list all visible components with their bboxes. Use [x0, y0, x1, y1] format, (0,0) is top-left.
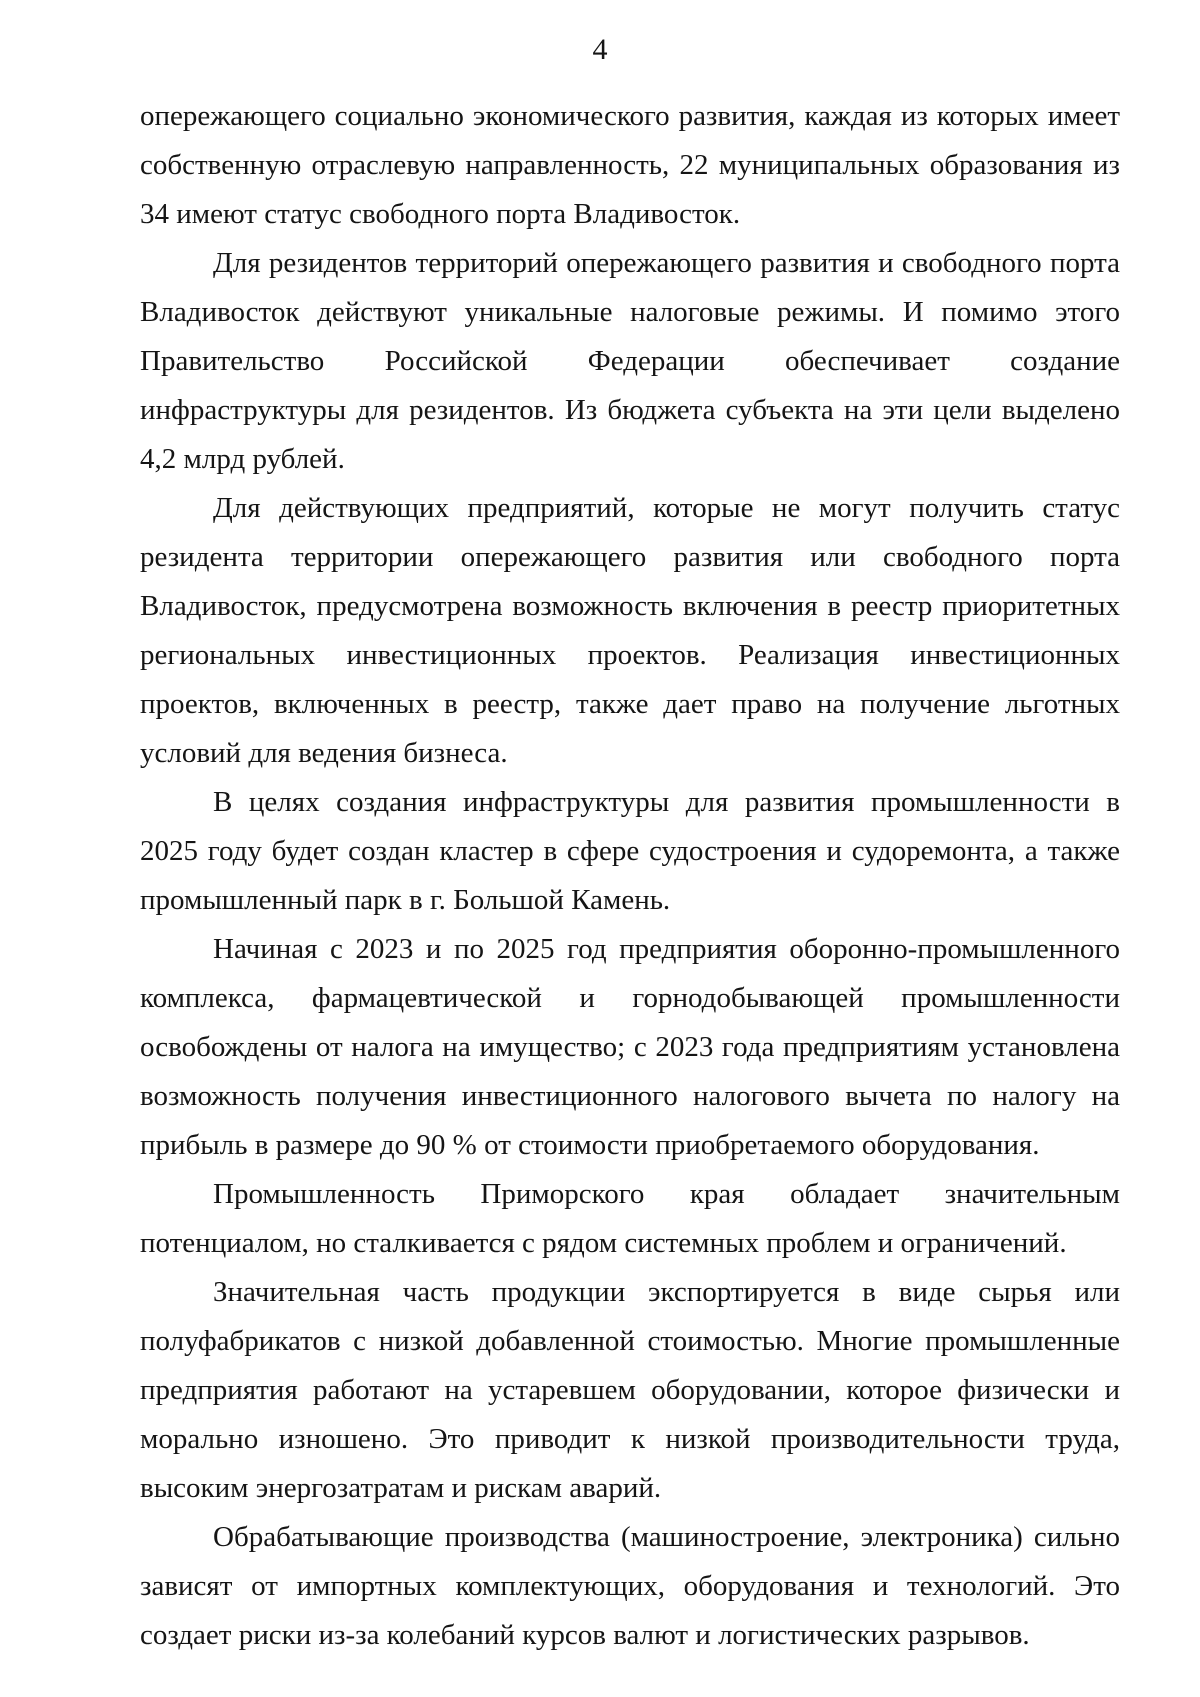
paragraph-priority-projects-registry: Для действующих предприятий, которые не могут получить статус резидента территории опережающего развития или свободного порта Владивосток, предусмотрена возможность включения в реестр приоритетных региональных инвестиционных проектов. Реализация инвестиционных проектов, включенных в реестр, также дает право на получение льготных условий для ведения бизнеса. — [140, 492, 1120, 769]
document-body — [140, 92, 1120, 1660]
paragraph-resident-tax-regimes: Для резидентов территорий опережающего развития и свободного порта Владивосток действуют уникальные налоговые режимы. И помимо этого Правительство Российской Федерации обеспечивает создание инфраструктуры для резидентов. Из бюджета субъекта на эти цели выделено 4,2 млрд рублей. — [140, 247, 1120, 475]
paragraph-import-dependence: Обрабатывающие производства (машиностроение, электроника) сильно зависят от импортных комплектующих, оборудования и технологий. Это создает риски из-за колебаний курсов валют и логистических разрывов. — [140, 1521, 1120, 1651]
page-number: 4 — [592, 33, 608, 66]
paragraph-continuation: опережающего социально экономического развития, каждая из которых имеет собственную отраслевую направленность, 22 муниципальных образования из 34 имеют статус свободного порта Владивосток. — [140, 100, 1120, 230]
paragraph-tax-exemptions: Начиная с 2023 и по 2025 год предприятия оборонно-промышленного комплекса, фармацевтической и горнодобывающей промышленности освобождены от налога на имущество; с 2023 года предприятиям установлена возможность получения инвестиционного налогового вычета по налогу на прибыль в размере до 90 % от стоимости приобретаемого оборудования. — [140, 933, 1120, 1161]
paragraph-industry-potential: Промышленность Приморского края обладает значительным потенциалом, но сталкивается с рядом системных проблем и ограничений. — [140, 1178, 1120, 1259]
paragraph-industrial-infrastructure: В целях создания инфраструктуры для развития промышленности в 2025 году будет создан кластер в сфере судостроения и судоремонта, а также промышленный парк в г. Большой Камень. — [140, 786, 1120, 916]
paragraph-raw-exports: Значительная часть продукции экспортируется в виде сырья или полуфабрикатов с низкой добавленной стоимостью. Многие промышленные предприятия работают на устаревшем оборудовании, которое физически и морально изношено. Это приводит к низкой производительности труда, высоким энергозатратам и рискам аварий. — [140, 1276, 1120, 1504]
